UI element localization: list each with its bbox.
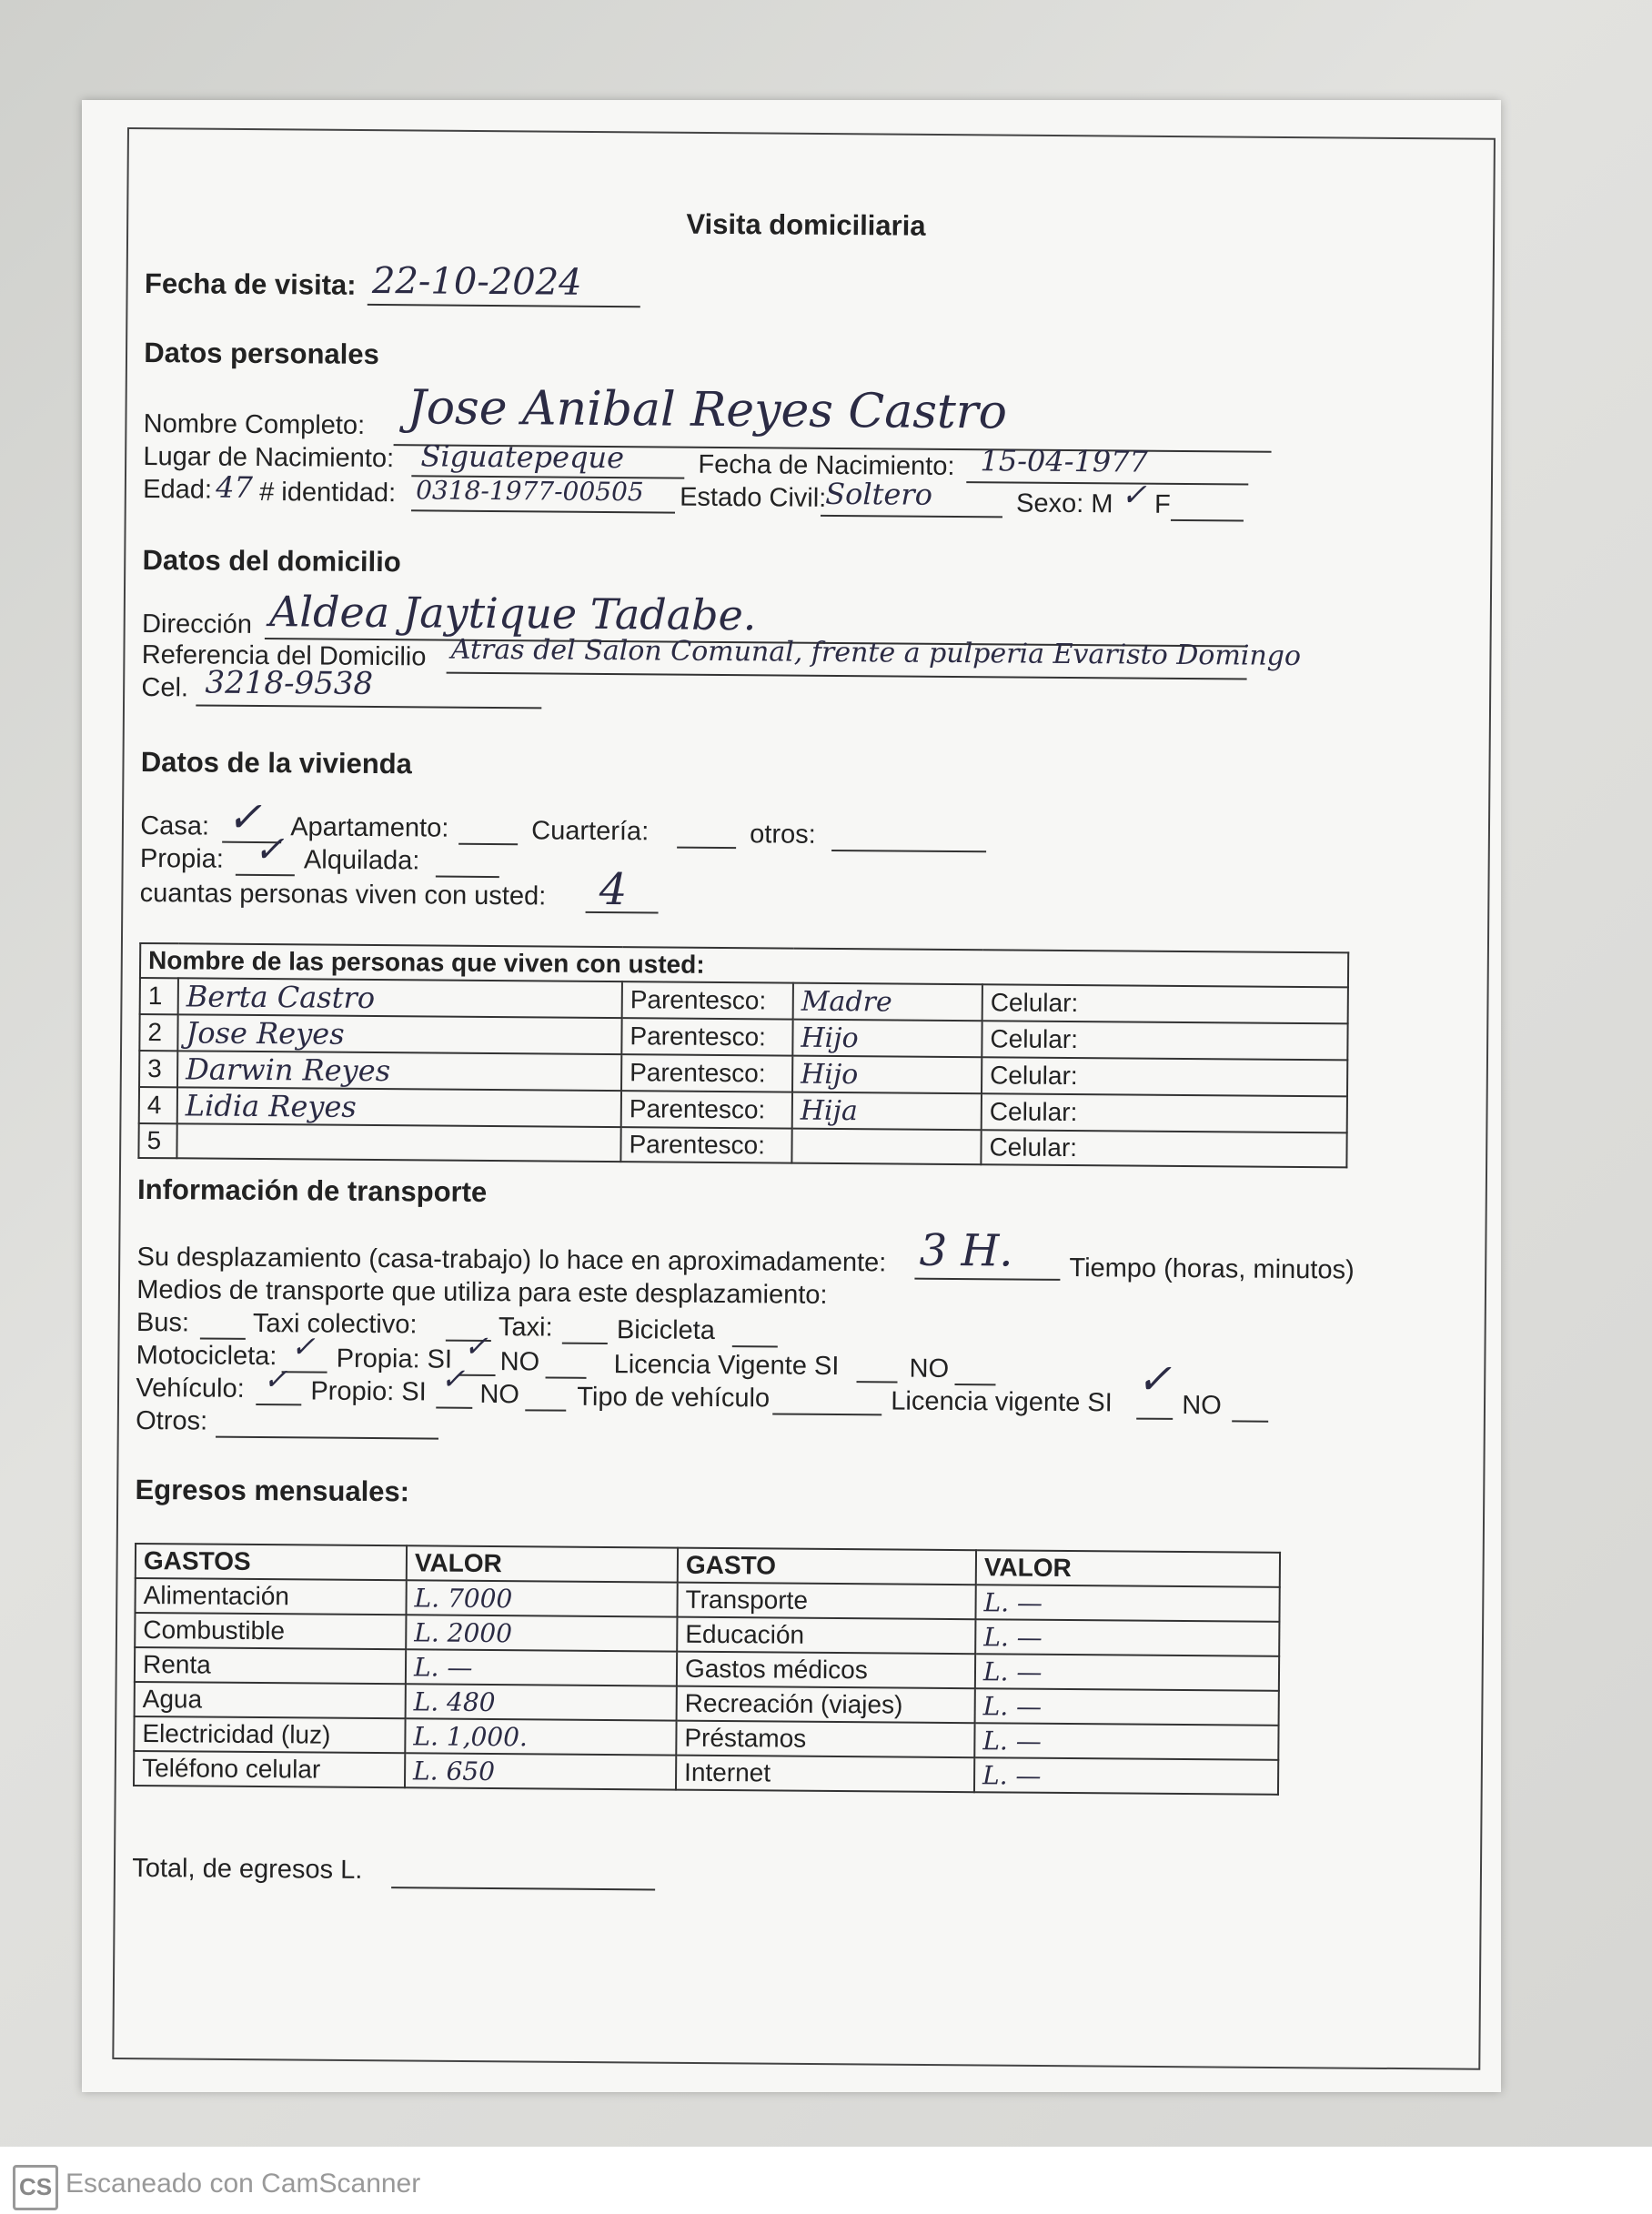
celular-label: Celular: — [982, 984, 1348, 1023]
parentesco-label: Parentesco: — [620, 1127, 791, 1162]
expense-value: L. — — [974, 1757, 1278, 1795]
expenses-table — [133, 1543, 1281, 1796]
apartamento-line — [458, 843, 518, 846]
row-number: 1 — [140, 978, 178, 1014]
commute-line — [914, 1278, 1060, 1281]
expense-name: Recreación (viajes) — [677, 1686, 975, 1724]
expense-name: Préstamos — [676, 1721, 974, 1758]
expense-value: L. — — [975, 1585, 1279, 1622]
col-gasto: GASTO — [678, 1548, 976, 1585]
motocicleta-label: Motocicleta: — [136, 1340, 277, 1372]
commute-value: 3 H. — [919, 1224, 1013, 1277]
celular-label: Celular: — [981, 1130, 1346, 1167]
row-number: 3 — [139, 1051, 177, 1087]
expense-name: Renta — [135, 1647, 406, 1684]
expense-value: L. 2000 — [406, 1615, 677, 1651]
birthdate-label: Fecha de Nacimiento: — [698, 449, 955, 481]
cel-value: 3218-9538 — [205, 664, 374, 702]
civil-line — [821, 515, 1002, 518]
housing-heading: Datos de la vivienda — [140, 745, 413, 780]
alquilada-line — [436, 876, 499, 879]
scanner-watermark: Escaneado con CamScanner — [65, 2169, 421, 2199]
cel-label: Cel. — [141, 672, 189, 703]
otros-line — [831, 850, 986, 852]
taxi-line — [562, 1343, 608, 1344]
expense-name: Teléfono celular — [134, 1751, 405, 1787]
parentesco-label: Parentesco: — [621, 1054, 792, 1092]
propio-si-line — [436, 1407, 472, 1409]
parentesco-value: Hijo — [792, 1056, 982, 1094]
expense-name: Alimentación — [135, 1578, 406, 1615]
civil-value: Soltero — [825, 476, 933, 512]
motocicleta-line — [282, 1371, 327, 1373]
col-valor: VALOR — [407, 1545, 678, 1582]
person-name: Berta Castro — [178, 978, 622, 1018]
licencia-vigente-no-line — [1232, 1420, 1268, 1422]
parentesco-label: Parentesco: — [621, 1018, 792, 1055]
propia-line — [236, 874, 295, 877]
cel-line — [196, 704, 541, 709]
reference-label: Referencia del Domicilio — [141, 639, 427, 672]
row-number: 2 — [139, 1014, 177, 1051]
expense-value: L. — — [975, 1688, 1279, 1726]
cuarteria-line — [677, 847, 736, 850]
person-name: Lidia Reyes — [177, 1087, 621, 1127]
page-title: Visita domiciliaria — [686, 207, 926, 242]
age-value: 47 — [216, 469, 254, 505]
parentesco-value: Madre — [793, 983, 982, 1021]
persons-label: cuantas personas viven con usted: — [139, 878, 547, 911]
expense-value: L. — — [975, 1619, 1279, 1656]
visit-date-line — [368, 304, 640, 307]
expenses-heading: Egresos mensuales: — [135, 1473, 410, 1508]
id-value: 0318-1977-00505 — [416, 475, 644, 508]
expense-name: Internet — [676, 1756, 974, 1793]
licencia-label: Licencia Vigente SI — [613, 1350, 840, 1382]
name-value: Jose Anibal Reyes Castro — [407, 380, 1008, 440]
sex-m-label: Sexo: M — [1015, 488, 1113, 519]
propio-no-label: NO — [479, 1379, 520, 1410]
licencia-vigente-no-label: NO — [1182, 1390, 1222, 1421]
civil-label: Estado Civil: — [680, 482, 827, 513]
propio-si-label: Propio: SI — [310, 1376, 427, 1407]
form-content — [131, 164, 1474, 2048]
alquilada-label: Alquilada: — [303, 845, 420, 876]
expense-value: L. — — [975, 1654, 1279, 1691]
person-name — [176, 1123, 620, 1162]
sex-m-check: ✓ — [1121, 477, 1147, 514]
apartamento-label: Apartamento: — [290, 812, 449, 843]
expense-value: L. — — [974, 1723, 1278, 1760]
taxi-colectivo-label: Taxi colectivo: — [252, 1308, 418, 1340]
birthdate-line — [966, 481, 1248, 485]
otros-transporte-label: Otros: — [136, 1405, 208, 1436]
expense-value: L. 1,000. — [405, 1718, 676, 1755]
col-gastos: GASTOS — [136, 1544, 407, 1580]
expense-name: Agua — [135, 1682, 406, 1718]
motocicleta-check: ✓ — [290, 1329, 316, 1364]
visit-date-label: Fecha de visita: — [144, 267, 357, 301]
licencia-no-line — [954, 1384, 995, 1385]
casa-check: ✓ — [227, 791, 263, 842]
expense-value: L. 480 — [406, 1684, 677, 1720]
casa-label: Casa: — [140, 810, 210, 841]
address-label: Dirección — [141, 609, 253, 639]
parentesco-value — [791, 1129, 981, 1165]
licencia-no-label: NO — [909, 1354, 950, 1384]
birthplace-value: Siguatepeque — [420, 438, 625, 476]
licencia-vigente-check: ✓ — [1136, 1354, 1173, 1404]
expense-value: L. 650 — [405, 1753, 676, 1789]
parentesco-value: Hijo — [792, 1020, 982, 1058]
licencia-si-line — [856, 1381, 897, 1383]
parentesco-label: Parentesco: — [621, 1091, 792, 1128]
expense-value: L. 7000 — [406, 1580, 677, 1616]
cuarteria-label: Cuartería: — [531, 816, 650, 847]
propia-si-check: ✓ — [463, 1328, 489, 1364]
time-label: Tiempo (horas, minutos) — [1069, 1253, 1355, 1285]
vehiculo-label: Vehículo: — [136, 1373, 245, 1404]
commute-label: Su desplazamiento (casa-trabajo) lo hace en aproximadamente: — [136, 1242, 887, 1278]
expense-name: Transporte — [677, 1583, 975, 1620]
vehiculo-check: ✓ — [263, 1362, 288, 1397]
people-header: Nombre de las personas que viven con usted: — [140, 943, 1348, 987]
id-line — [411, 509, 675, 513]
bus-label: Bus: — [136, 1307, 190, 1338]
personal-heading: Datos personales — [144, 336, 379, 371]
expense-name: Combustible — [135, 1613, 406, 1649]
otros-transporte-line — [216, 1436, 438, 1440]
transport-heading: Información de transporte — [137, 1172, 488, 1208]
propia-no-label: NO — [499, 1347, 540, 1377]
licencia-vigente-label: Licencia vigente SI — [891, 1386, 1113, 1418]
reference-value: Atras del Salon Comunal, frente a pulperia Evaristo Domingo — [450, 633, 1302, 672]
sex-f-label: F — [1153, 489, 1171, 519]
tipo-vehiculo-line — [772, 1413, 881, 1415]
parentesco-label: Parentesco: — [622, 981, 793, 1019]
expense-name: Educación — [677, 1617, 975, 1655]
propia-label: Propia: — [139, 843, 225, 874]
licencia-vigente-si-line — [1136, 1418, 1173, 1420]
parentesco-value: Hija — [792, 1092, 982, 1131]
propio-si-check: ✓ — [440, 1361, 466, 1396]
bicicleta-line — [732, 1345, 778, 1347]
otros-label: otros: — [750, 820, 816, 850]
bicicleta-label: Bicicleta — [616, 1315, 716, 1345]
row-number: 4 — [139, 1087, 177, 1123]
means-label: Medios de transporte que utiliza para este desplazamiento: — [136, 1274, 828, 1310]
celular-label: Celular: — [982, 1021, 1347, 1060]
expense-value: L. — — [406, 1649, 677, 1686]
birthdate-value: 15-04-1977 — [980, 443, 1149, 479]
vehiculo-line — [256, 1404, 301, 1405]
expense-name: Electricidad (luz) — [134, 1716, 405, 1753]
reference-line — [447, 672, 1247, 680]
total-line — [391, 1887, 655, 1890]
expense-name: Gastos médicos — [677, 1652, 975, 1689]
celular-label: Celular: — [982, 1057, 1347, 1096]
age-label: Edad: — [143, 474, 213, 505]
name-label: Nombre Completo: — [143, 408, 366, 440]
person-name: Jose Reyes — [177, 1014, 621, 1054]
persons-value: 4 — [599, 863, 628, 916]
bus-line — [200, 1338, 246, 1340]
id-label: # identidad: — [259, 477, 397, 508]
home-heading: Datos del domicilio — [142, 543, 401, 579]
visit-date-value: 22-10-2024 — [371, 259, 582, 304]
propia-si-label: Propia: SI — [336, 1343, 453, 1374]
propia-no-line — [546, 1376, 587, 1378]
celular-label: Celular: — [982, 1093, 1347, 1132]
birthplace-label: Lugar de Nacimiento: — [143, 441, 395, 474]
row-number: 5 — [138, 1123, 176, 1158]
propia-check: ✓ — [253, 828, 285, 871]
sex-f-line — [1171, 519, 1244, 522]
persons-line — [586, 911, 659, 914]
taxi-label: Taxi: — [498, 1313, 553, 1343]
tipo-vehiculo-label: Tipo de vehículo — [577, 1382, 771, 1414]
address-value: Aldea Jaytique Tadabe. — [268, 587, 757, 640]
propio-no-line — [525, 1409, 566, 1411]
person-name: Darwin Reyes — [177, 1051, 621, 1091]
total-label: Total, de egresos L. — [132, 1853, 363, 1885]
scanner-footer — [0, 2147, 1652, 2214]
people-table — [137, 942, 1349, 1168]
col-valor-2: VALOR — [976, 1550, 1280, 1587]
camscanner-logo-icon: CS — [13, 2165, 58, 2210]
